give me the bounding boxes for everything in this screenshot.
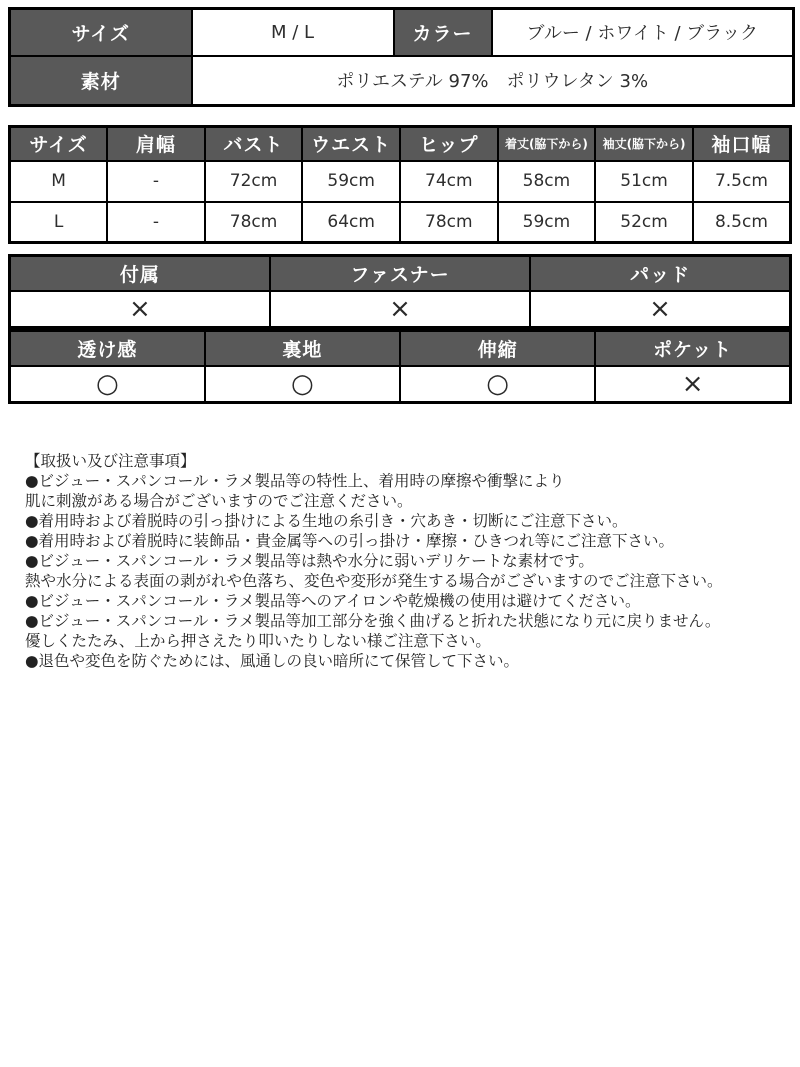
- care-note-line: 熱や水分による表面の剥がれや色落ち、変色や変形が発生する場合がございますのでご注意下さい。: [25, 572, 723, 590]
- care-note-line: ●ビジュー・スパンコール・ラメ製品等は熱や水分に弱いデリケートな素材です。: [25, 552, 594, 570]
- size-chart-header-row: [10, 127, 791, 161]
- feature-table-accessories: [8, 254, 792, 329]
- accessory-header: 付属: [10, 256, 270, 291]
- size-cell: 8.5cm: [693, 202, 791, 243]
- size-cell: 59cm: [498, 202, 596, 243]
- size-cell: 74cm: [400, 161, 498, 202]
- sheerness-mark: ○: [10, 366, 205, 403]
- size-cell: M: [10, 161, 108, 202]
- sheerness-header: 透け感: [10, 331, 205, 366]
- care-note-line: ●ビジュー・スパンコール・ラメ製品等の特性上、着用時の摩擦や衝撃により: [25, 472, 565, 490]
- care-note-line: ●ビジュー・スパンコール・ラメ製品等加工部分を強く曲げると折れた状態になり元に戻りません。: [25, 612, 721, 630]
- size-chart-table: [8, 125, 792, 244]
- size-cell: 64cm: [302, 202, 400, 243]
- cuff-width-col-header: 袖口幅: [693, 127, 791, 161]
- lining-header: 裏地: [205, 331, 400, 366]
- bust-col-header: バスト: [205, 127, 303, 161]
- accessory-mark: ×: [10, 291, 270, 328]
- pocket-mark: ×: [595, 366, 790, 403]
- feature-b-value-row: [10, 366, 791, 403]
- feature-table-fabric: [8, 329, 792, 404]
- size-cell: 78cm: [400, 202, 498, 243]
- size-cell: 72cm: [205, 161, 303, 202]
- sleeve-length-col-header: 袖丈(脇下から): [595, 127, 693, 161]
- waist-col-header: ウエスト: [302, 127, 400, 161]
- size-cell: 58cm: [498, 161, 596, 202]
- care-note-line: 優しくたたみ、上から押さえたり叩いたりしない様ご注意下さい。: [25, 632, 491, 650]
- feature-a-value-row: [10, 291, 791, 328]
- care-note-line: ●退色や変色を防ぐためには、風通しの良い暗所にて保管して下さい。: [25, 652, 520, 670]
- size-col-header: サイズ: [10, 127, 108, 161]
- size-value-cell: M / L: [192, 9, 394, 56]
- size-row-l: [10, 202, 791, 243]
- stretch-mark: ○: [400, 366, 595, 403]
- size-label-cell: サイズ: [10, 9, 192, 56]
- hip-col-header: ヒップ: [400, 127, 498, 161]
- lining-mark: ○: [205, 366, 400, 403]
- pad-header: パッド: [530, 256, 790, 291]
- shoulder-col-header: 肩幅: [107, 127, 205, 161]
- care-note-line: 肌に刺激がある場合がございますのでご注意ください。: [25, 492, 413, 510]
- pad-mark: ×: [530, 291, 790, 328]
- color-value-cell: ブルー / ホワイト / ブラック: [492, 9, 794, 56]
- size-cell: 78cm: [205, 202, 303, 243]
- care-note-line: ●着用時および着脱時に装飾品・貴金属等への引っ掛け・摩擦・ひきつれ等にご注意下さい。: [25, 532, 675, 550]
- care-note-line: ●ビジュー・スパンコール・ラメ製品等へのアイロンや乾燥機の使用は避けてください。: [25, 592, 641, 610]
- size-cell: 7.5cm: [693, 161, 791, 202]
- feature-a-header-row: [10, 256, 791, 291]
- material-label-cell: 素材: [10, 56, 192, 106]
- length-col-header: 着丈(脇下から): [498, 127, 596, 161]
- size-cell: 52cm: [595, 202, 693, 243]
- care-notes-title: 【取扱い及び注意事項】: [25, 452, 196, 470]
- size-cell: 51cm: [595, 161, 693, 202]
- size-cell: -: [107, 161, 205, 202]
- size-cell: 59cm: [302, 161, 400, 202]
- size-cell: -: [107, 202, 205, 243]
- stretch-header: 伸縮: [400, 331, 595, 366]
- info-row-size-color: [10, 9, 794, 56]
- info-row-material: [10, 56, 794, 106]
- fastener-mark: ×: [270, 291, 530, 328]
- feature-b-header-row: [10, 331, 791, 366]
- care-note-line: ●着用時および着脱時の引っ掛けによる生地の糸引き・穴あき・切断にご注意下さい。: [25, 512, 628, 530]
- product-info-table: [8, 7, 795, 107]
- size-cell: L: [10, 202, 108, 243]
- fastener-header: ファスナー: [270, 256, 530, 291]
- care-notes: [8, 451, 792, 671]
- size-row-m: [10, 161, 791, 202]
- color-label-cell: カラー: [394, 9, 492, 56]
- pocket-header: ポケット: [595, 331, 790, 366]
- material-value-cell: ポリエステル 97% ポリウレタン 3%: [192, 56, 794, 106]
